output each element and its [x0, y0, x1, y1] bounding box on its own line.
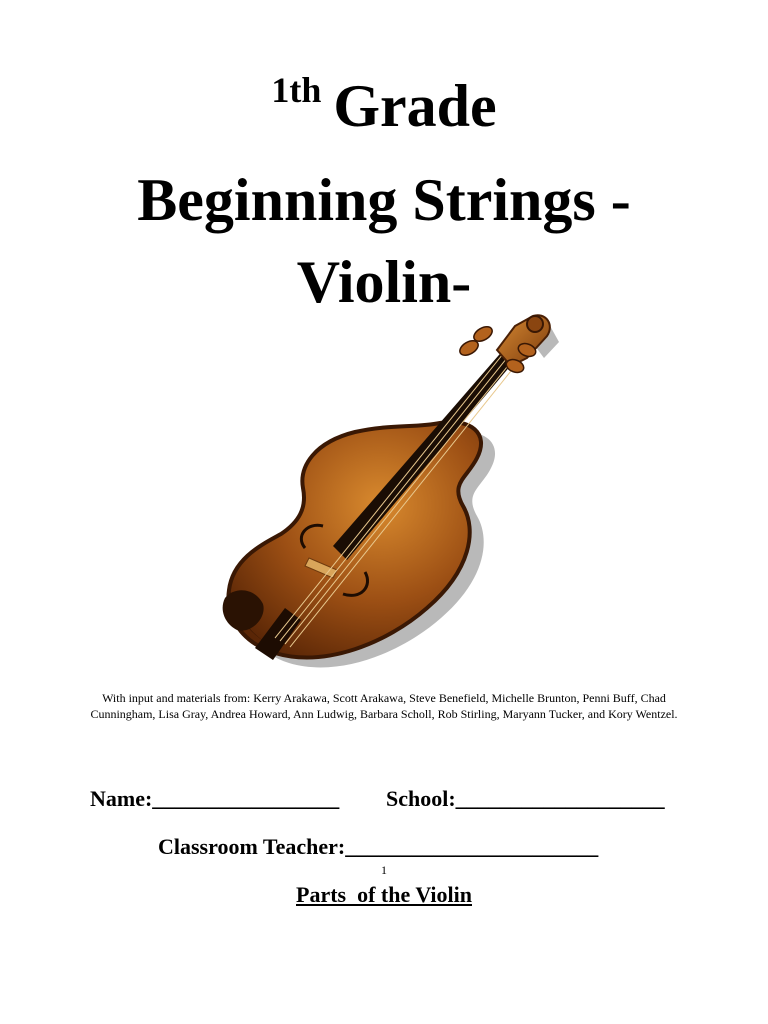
page-number: 1 [381, 863, 387, 877]
grade-word: Grade [333, 73, 497, 139]
classroom-teacher-field: Classroom Teacher:_______________________ [158, 834, 599, 859]
grade-number: 1th [271, 70, 322, 110]
credits-text: With input and materials from: Kerry Arakawa, Scott Arakawa, Steve Benefield, Michelle Brunton, Penni Buff, Chad Cunningham, Lisa Gray, Andrea Howard, Ann Ludwig, Barbara Scholl, Rob Stirling, Maryann Tucker, and Kory Wentzel. [90, 691, 678, 721]
title-line-1: Beginning Strings - [137, 167, 631, 233]
violin-illustration [215, 308, 560, 678]
title-line-2: Violin- [296, 249, 472, 315]
section-heading: Parts of the Violin [296, 882, 472, 907]
school-field: School:___________________ [386, 786, 665, 811]
grade-heading [0, 70, 768, 139]
name-field: Name:_________________ [90, 786, 340, 811]
